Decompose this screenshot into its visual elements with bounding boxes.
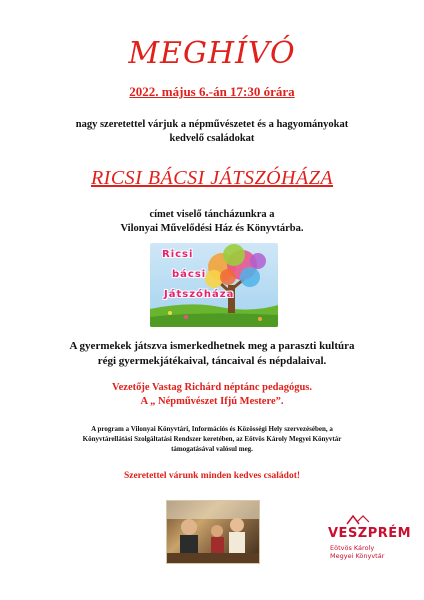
games-line-2: régi gyermekjátékaival, táncaival és népdalaival. bbox=[97, 355, 327, 367]
leader-line-1: Vezetője Vastag Richárd néptánc pedagógus. bbox=[112, 382, 312, 393]
veszprem-library-logo bbox=[317, 514, 417, 570]
logo-sub-line-1: Eötvös Károly bbox=[330, 544, 375, 552]
tree-illustration bbox=[150, 243, 278, 327]
intro-text bbox=[0, 118, 424, 146]
venue-text bbox=[0, 208, 424, 236]
games-line-1: A gyermekek játszva ismerkedhetnek meg a paraszti kultúra bbox=[69, 340, 355, 352]
illus-text-3: Játszóháza bbox=[164, 289, 235, 300]
photo-image bbox=[167, 501, 259, 563]
event-photo bbox=[166, 500, 260, 564]
leader-line-2: A „ Népművészet Ifjú Mestere”. bbox=[140, 396, 284, 407]
intro-line-1: nagy szeretettel várjuk a népművészetet és a hagyományokat bbox=[75, 119, 349, 130]
program-line-3: támogatásával valósul meg. bbox=[171, 445, 253, 453]
games-text bbox=[0, 339, 424, 369]
event-date: 2022. május 6.-án 17:30 órára bbox=[129, 84, 295, 99]
welcome-text: Szeretettel várunk minden kedves családot! bbox=[123, 471, 301, 481]
program-text bbox=[32, 424, 392, 454]
venue-line-1: címet viselő táncházunkra a bbox=[149, 209, 275, 220]
illus-text-2: bácsi bbox=[172, 269, 207, 280]
program-line-2: Könyvtárellátási Szolgáltatási Rendszer keretében, az Eötvös Károly Megyei Könyvtár bbox=[82, 435, 342, 443]
intro-line-2: kedvelő családokat bbox=[169, 133, 255, 144]
program-line-1: A program a Vilonyai Könyvtári, Információs és Közösségi Hely szervezésében, a bbox=[91, 425, 333, 433]
invitation-title: MEGHÍVÓ bbox=[128, 36, 296, 71]
event-name: RICSI BÁCSI JÁTSZÓHÁZA bbox=[90, 167, 334, 189]
illus-text-1: Ricsi bbox=[162, 249, 194, 260]
logo-name: VESZPRÉM bbox=[328, 526, 412, 541]
logo-sub-line-2: Megyei Könyvtár bbox=[330, 552, 385, 560]
venue-line-2: Vilonyai Művelődési Ház és Könyvtárba. bbox=[120, 223, 304, 234]
logo-subtitle bbox=[330, 544, 384, 560]
leader-text bbox=[0, 381, 424, 409]
logo-mark-icon bbox=[317, 514, 417, 570]
